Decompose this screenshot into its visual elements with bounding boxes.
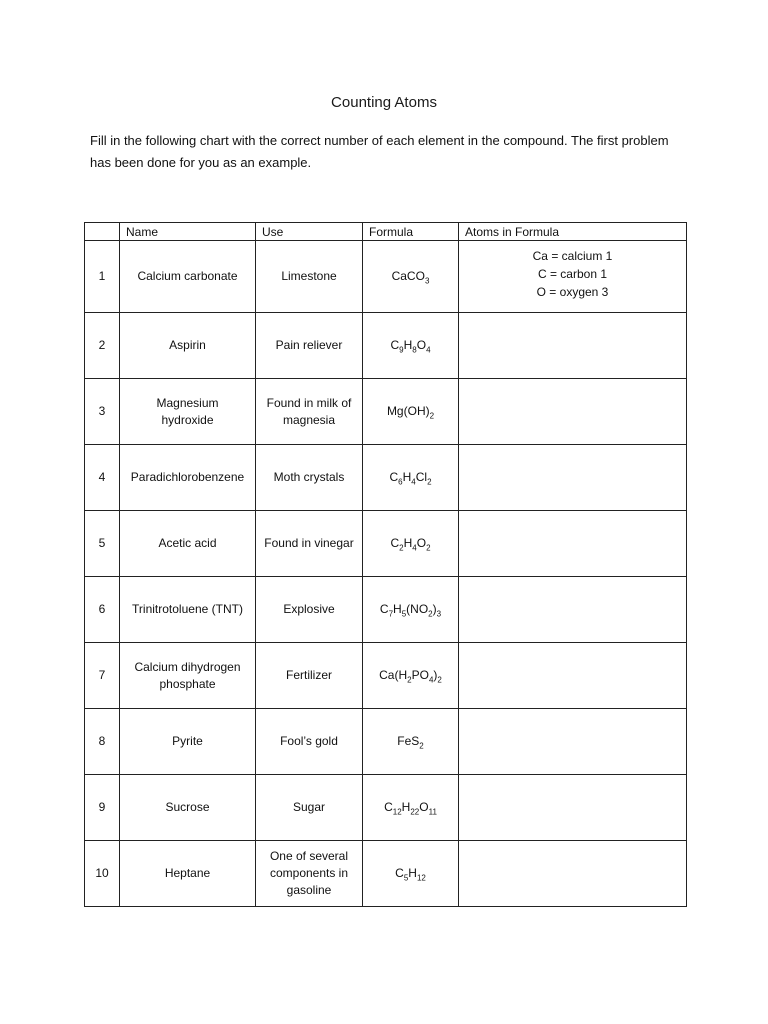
compound-name-line: Pyrite [172,734,203,748]
compound-formula [363,379,459,445]
formula-text: ) [432,602,437,616]
formula-text: C [389,470,399,484]
formula-text: H [402,470,412,484]
compound-name-line: Calcium dihydrogen [134,659,241,674]
compound-name [120,313,256,379]
compound-formula [363,643,459,709]
header-number [85,223,120,241]
instructions: Fill in the following chart with the correct number of each element in the compound. The first problem has been done for you as an example. [90,133,669,170]
table-row [85,577,687,643]
compound-name [120,643,256,709]
row-number: 5 [85,511,120,577]
atoms-in-formula [459,313,687,379]
formula-subscript: 5 [403,873,409,883]
compound-formula [363,445,459,511]
formula-text: Ca(H [379,668,408,682]
compound-formula [363,775,459,841]
formula-text: H [401,800,411,814]
compound-use-line: components in [269,866,349,880]
compound-name [120,511,256,577]
compound-use-line: Fertilizer [285,668,332,682]
compound-use-line: Pain reliever [275,338,343,352]
compound-name-line: Paradichlorobenzene [130,470,245,484]
table-row [85,445,687,511]
compound-use-line: Explosive [283,602,335,616]
atoms-in-formula [459,709,687,775]
formula-subscript: 2 [437,675,442,685]
formula-subscript: 2 [429,411,435,421]
compound-formula [363,313,459,379]
compound-name-line: Heptane [164,866,211,880]
table-row [85,643,687,709]
table-row [85,241,687,313]
compound-use-line: Found in milk of [266,395,352,410]
compound-name-line: Acetic acid [158,536,217,550]
atoms-in-formula [459,445,687,511]
compound-name [120,241,256,313]
compound-use-line: Moth crystals [273,470,345,484]
table-row [85,775,687,841]
formula-subscript: 2 [419,741,424,751]
compound-use [256,511,363,577]
formula-text: C [384,800,393,814]
compound-formula [363,577,459,643]
row-number: 8 [85,709,120,775]
formula-subscript: 4 [411,477,416,487]
formula-text: (NO [406,602,429,616]
formula-text: Cl [415,470,428,484]
compound-name [120,841,256,907]
atoms-in-formula [459,643,687,709]
formula-subscript: 22 [410,807,420,817]
formula-subscript: 3 [436,609,442,619]
formula-text: O [416,536,427,550]
compound-formula [363,511,459,577]
compound-use [256,709,363,775]
compound-use-line: gasoline [286,883,332,897]
formula-subscript: 11 [428,807,437,817]
formula-subscript: 2 [426,543,431,553]
compound-name [120,577,256,643]
header-formula: Formula [363,223,459,241]
page-title: Counting Atoms [331,94,437,111]
compound-use [256,775,363,841]
atoms-in-formula-line: O = oxygen 3 [536,285,609,299]
compound-use-line: One of several [269,849,349,863]
table-row [85,511,687,577]
row-number: 4 [85,445,120,511]
row-number: 9 [85,775,120,841]
row-number: 2 [85,313,120,379]
compound-formula [363,709,459,775]
compound-use-line: Fool’s gold [280,734,338,748]
formula-subscript: 5 [401,609,407,619]
formula-subscript: 2 [407,675,412,685]
compound-use-line: Limestone [281,269,337,283]
atoms-in-formula-line: C = carbon 1 [537,267,608,281]
table-header-row [85,223,687,241]
header-atoms: Atoms in Formula [459,223,687,241]
formula-subscript: 6 [398,477,403,487]
formula-subscript: 7 [388,609,394,619]
formula-text: H [408,866,417,880]
formula-subscript: 4 [428,675,434,685]
formula-text: H [393,602,402,616]
row-number: 6 [85,577,120,643]
formula-subscript: 8 [412,345,417,355]
formula-text: H [403,338,413,352]
atoms-in-formula [459,577,687,643]
compound-name-line: Aspirin [169,338,206,352]
formula-subscript: 12 [416,873,426,883]
formula-text: O [416,338,427,352]
compound-use [256,313,363,379]
formula-text: PO [411,668,429,682]
formula-text: C [390,338,400,352]
atoms-in-formula [459,841,687,907]
compound-name-line: hydroxide [161,412,214,427]
compound-formula [363,241,459,313]
formula-subscript: 9 [399,345,404,355]
table-row [85,379,687,445]
atoms-in-formula [459,241,687,313]
row-number: 3 [85,379,120,445]
formula-text: C [395,866,404,880]
compound-use [256,841,363,907]
table-row [85,841,687,907]
formula-subscript: 4 [412,543,417,553]
atoms-in-formula [459,379,687,445]
formula-subscript: 4 [426,345,431,355]
formula-text: ) [433,668,438,682]
compound-use-line: Found in vinegar [264,536,354,550]
table-body [85,241,687,907]
compound-name [120,775,256,841]
compound-name [120,709,256,775]
counting-atoms-table [84,222,687,907]
compound-formula [363,841,459,907]
formula-subscript: 12 [392,807,402,817]
header-name: Name [120,223,256,241]
formula-text: Mg(OH) [386,404,430,418]
formula-text: FeS [397,734,420,748]
compound-name [120,445,256,511]
compound-name-line: phosphate [159,676,216,691]
compound-use [256,577,363,643]
atoms-in-formula [459,775,687,841]
compound-name-line: Calcium carbonate [137,269,238,283]
formula-subscript: 3 [424,276,430,286]
compound-use [256,379,363,445]
atoms-in-formula [459,511,687,577]
compound-name-line: Magnesium [156,395,219,410]
formula-text: C [379,602,389,616]
formula-subscript: 2 [427,477,432,487]
formula-subscript: 2 [399,543,404,553]
compound-use-line: Sugar [292,800,326,814]
table-row [85,313,687,379]
row-number: 10 [85,841,120,907]
table-row [85,709,687,775]
compound-name-line: Trinitrotoluene (TNT) [132,602,243,616]
compound-use-line: magnesia [282,412,336,427]
compound-name-line: Sucrose [165,800,210,814]
compound-use [256,445,363,511]
atoms-in-formula-line: Ca = calcium 1 [532,249,613,263]
formula-text: O [419,800,429,814]
formula-text: CaCO [391,269,425,283]
row-number: 1 [85,241,120,313]
formula-text: C [390,536,400,550]
header-use: Use [256,223,363,241]
formula-text: H [403,536,413,550]
compound-name [120,379,256,445]
row-number: 7 [85,643,120,709]
compound-use [256,643,363,709]
compound-use [256,241,363,313]
formula-subscript: 2 [428,609,433,619]
